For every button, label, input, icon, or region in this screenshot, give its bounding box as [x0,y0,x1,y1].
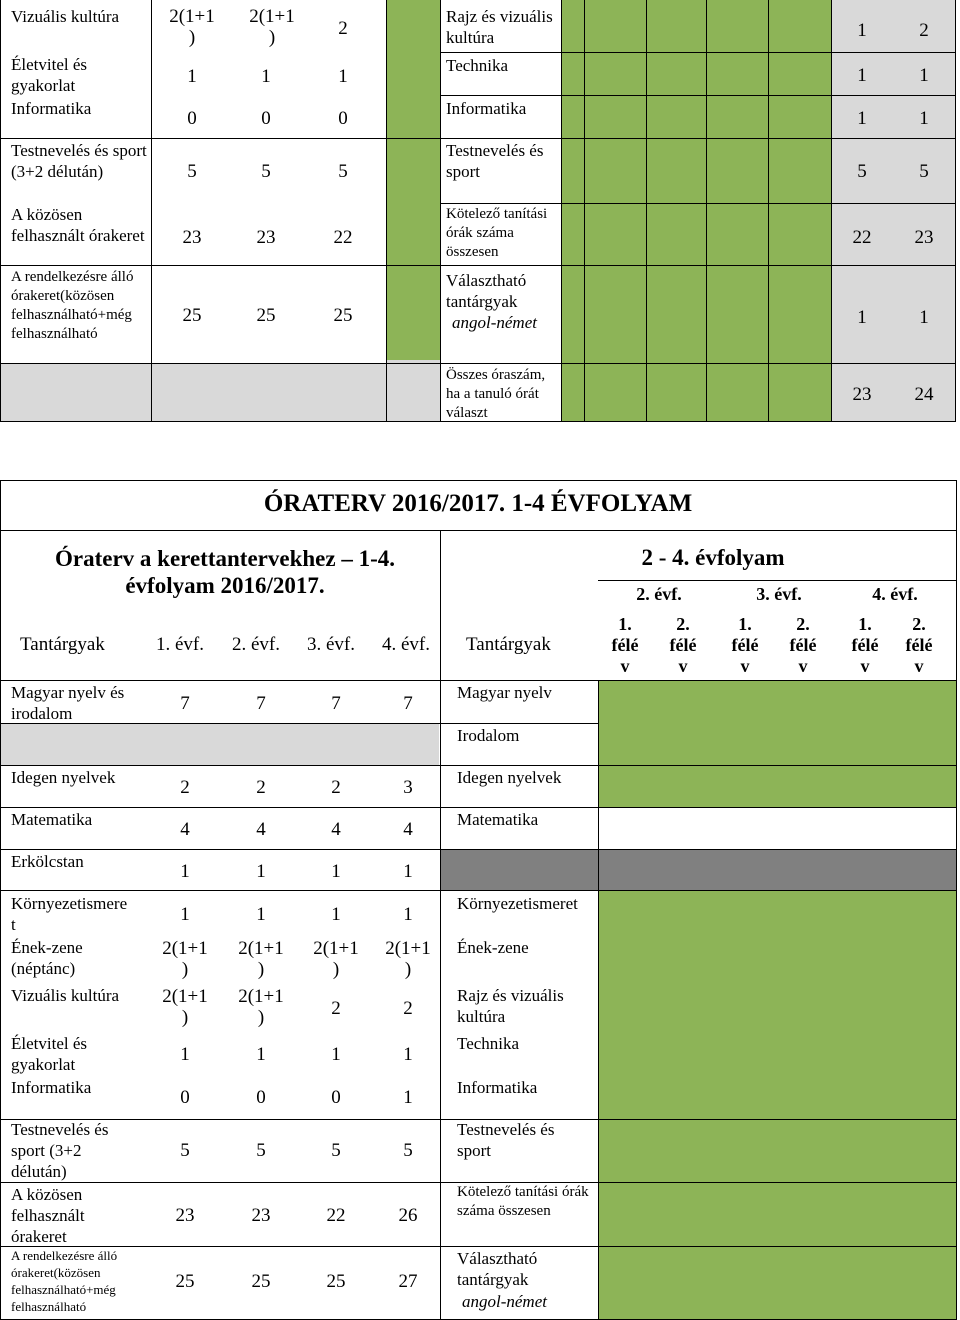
row-label: Technika [446,56,509,75]
value-cell: 5 [261,161,271,182]
row-label: Életvitel és gyakorlat [11,1034,88,1074]
right-row-label: Testnevelés és sport [457,1120,555,1160]
value-cell: 23 [251,1205,271,1226]
col-header: Tantárgyak [466,634,551,655]
value-cell: 7 [180,693,190,714]
value-cell: 1 [180,904,190,925]
green-column [386,0,440,360]
value-cell: 5 [187,161,197,182]
value-cell: 0 [331,1087,341,1108]
erkolcstan-gray-row [440,849,957,890]
value-cell: 5 [331,1140,341,1161]
value-cell: 2(1+1 ) [162,986,208,1028]
semester-header: 2. félé v [789,614,817,676]
value-cell: 1 [857,65,867,86]
value-cell: 1 [180,1044,190,1065]
value-cell: 4 [256,819,266,840]
value-cell: 1 [331,1044,341,1065]
value-cell: 1 [256,861,266,882]
row-label: A rendelkezésre álló órakeret(közösen felhasználható+még felhasználható [11,1248,118,1314]
row-label: Életvitel és gyakorlat [11,55,88,95]
value-cell: 1 [261,66,271,87]
value-cell: 25 [175,1271,195,1292]
col-header: 1. évf. [156,634,205,655]
value-cell: 0 [256,1087,266,1108]
row-label: Vizuális kultúra [11,7,120,26]
row-label: Ének-zene (néptánc) [11,938,83,978]
value-cell: 5 [180,1140,190,1161]
value-cell: 2(1+1 ) [238,938,284,980]
value-cell: 1 [403,904,413,925]
value-cell: 25 [251,1271,271,1292]
semester-header: 1. félé v [611,614,639,676]
row-label: Rajz és vizuális kultúra [446,7,553,47]
value-cell: 1 [180,861,190,882]
value-cell: 3 [403,777,413,798]
value-cell: 1 [857,20,867,41]
right-row-label: Kötelező tanítási órák száma összesen [457,1184,589,1219]
value-cell: 2 [180,777,190,798]
left-section-title: Óraterv a kerettantervekhez – 1-4. évfolyam 2016/2017. [55,546,395,598]
year-header: 4. évf. [872,584,918,604]
right-row-label: Rajz és vizuális kultúra [457,986,564,1026]
row-label: Kötelező tanítási órák száma összesen [446,206,548,260]
value-cell: 1 [857,307,867,328]
value-cell: 5 [403,1140,413,1161]
right-row-label: Magyar nyelv [457,683,552,702]
gray-row [1,723,439,765]
row-label-italic: angol-német [452,313,537,332]
value-cell: 1 [919,108,929,129]
right-row-label-italic: angol-német [462,1292,547,1311]
value-cell: 2(1+1 ) [385,938,431,980]
page-title: ÓRATERV 2016/2017. 1-4 ÉVFOLYAM [263,490,693,517]
right-row-label: Informatika [457,1078,538,1097]
value-cell: 2(1+1 ) [169,6,215,48]
row-label: Vizuális kultúra [11,986,120,1005]
row-label: Testnevelés és sport (3+2 délután) [11,1120,109,1181]
semester-header: 1. félé v [851,614,879,676]
row-label: Testnevelés és sport (3+2 délután) [11,141,147,181]
green-block [598,680,957,808]
row-label: Testnevelés és sport [446,141,544,181]
value-cell: 2(1+1 ) [249,6,295,48]
col-header: Tantárgyak [20,634,105,655]
value-cell: 2 [338,18,348,39]
value-cell: 23 [914,227,934,248]
value-cell: 0 [187,108,197,129]
right-row-label: Választható tantárgyak [457,1249,538,1289]
value-cell: 22 [326,1205,346,1226]
value-cell: 4 [403,819,413,840]
value-cell: 5 [256,1140,266,1161]
row-label: A rendelkezésre álló órakeret(közösen felhasználható+még felhasználható [11,269,134,342]
value-cell: 25 [256,305,276,326]
value-cell: 7 [256,693,266,714]
right-row-label: Környezetismeret [457,894,578,913]
value-cell: 1 [403,861,413,882]
value-cell: 2(1+1 ) [238,986,284,1028]
value-cell: 25 [182,305,202,326]
value-cell: 23 [182,227,202,248]
value-cell: 7 [403,693,413,714]
row-label: A közösen felhasznált órakeret [11,1185,85,1246]
green-block [598,890,957,1320]
col-header: 2. évf. [232,634,281,655]
value-cell: 4 [180,819,190,840]
value-cell: 2 [331,998,341,1019]
value-cell: 2 [331,777,341,798]
value-cell: 25 [333,305,353,326]
year-header: 3. évf. [756,584,802,604]
row-label: Környezetismeret [11,894,128,934]
row-label: Idegen nyelvek [11,768,116,787]
value-cell: 2(1+1 ) [162,938,208,980]
year-header: 2. évf. [636,584,682,604]
value-cell: 25 [326,1271,346,1292]
value-cell: 2(1+1 ) [313,938,359,980]
value-cell: 1 [403,1044,413,1065]
value-cell: 5 [857,161,867,182]
row-label: Magyar nyelv és irodalom [11,683,125,723]
semester-header: 2. félé v [669,614,697,676]
value-cell: 2 [403,998,413,1019]
value-cell: 7 [331,693,341,714]
value-cell: 2 [256,777,266,798]
row-label: Választható tantárgyak [446,271,527,311]
value-cell: 4 [331,819,341,840]
value-cell: 22 [333,227,353,248]
right-row-label: Technika [457,1034,520,1053]
row-label: Erkölcstan [11,852,84,871]
value-cell: 1 [187,66,197,87]
gray-empty-row [0,363,440,422]
value-cell: 0 [180,1087,190,1108]
value-cell: 26 [398,1205,418,1226]
value-cell: 1 [919,307,929,328]
right-row-label: Idegen nyelvek [457,768,562,787]
value-cell: 22 [852,227,872,248]
value-cell: 23 [852,384,872,405]
value-cell: 1 [857,108,867,129]
gray-block [831,0,956,422]
green-block [561,0,831,422]
value-cell: 1 [331,904,341,925]
value-cell: 1 [256,1044,266,1065]
value-cell: 0 [338,108,348,129]
value-cell: 1 [403,1087,413,1108]
right-row-label: Irodalom [457,726,520,745]
row-label: A közösen felhasznált órakeret [11,205,145,245]
value-cell: 5 [338,161,348,182]
row-label: Informatika [446,99,527,118]
row-label: Matematika [11,810,93,829]
group-header: 2 - 4. évfolyam [641,545,785,570]
semester-header: 2. félé v [905,614,933,676]
value-cell: 1 [338,66,348,87]
value-cell: 23 [256,227,276,248]
value-cell: 5 [919,161,929,182]
row-label: Informatika [11,1078,92,1097]
value-cell: 24 [914,384,934,405]
col-header: 4. évf. [382,634,431,655]
value-cell: 1 [331,861,341,882]
value-cell: 27 [398,1271,418,1292]
semester-header: 1. félé v [731,614,759,676]
value-cell: 1 [919,65,929,86]
value-cell: 2 [919,20,929,41]
value-cell: 23 [175,1205,195,1226]
value-cell: 1 [256,904,266,925]
col-header: 3. évf. [307,634,356,655]
row-label: Informatika [11,99,92,118]
right-row-label: Matematika [457,810,539,829]
row-label: Összes óraszám, ha a tanuló órát választ [446,367,546,421]
right-row-label: Ének-zene [457,938,529,957]
value-cell: 0 [261,108,271,129]
